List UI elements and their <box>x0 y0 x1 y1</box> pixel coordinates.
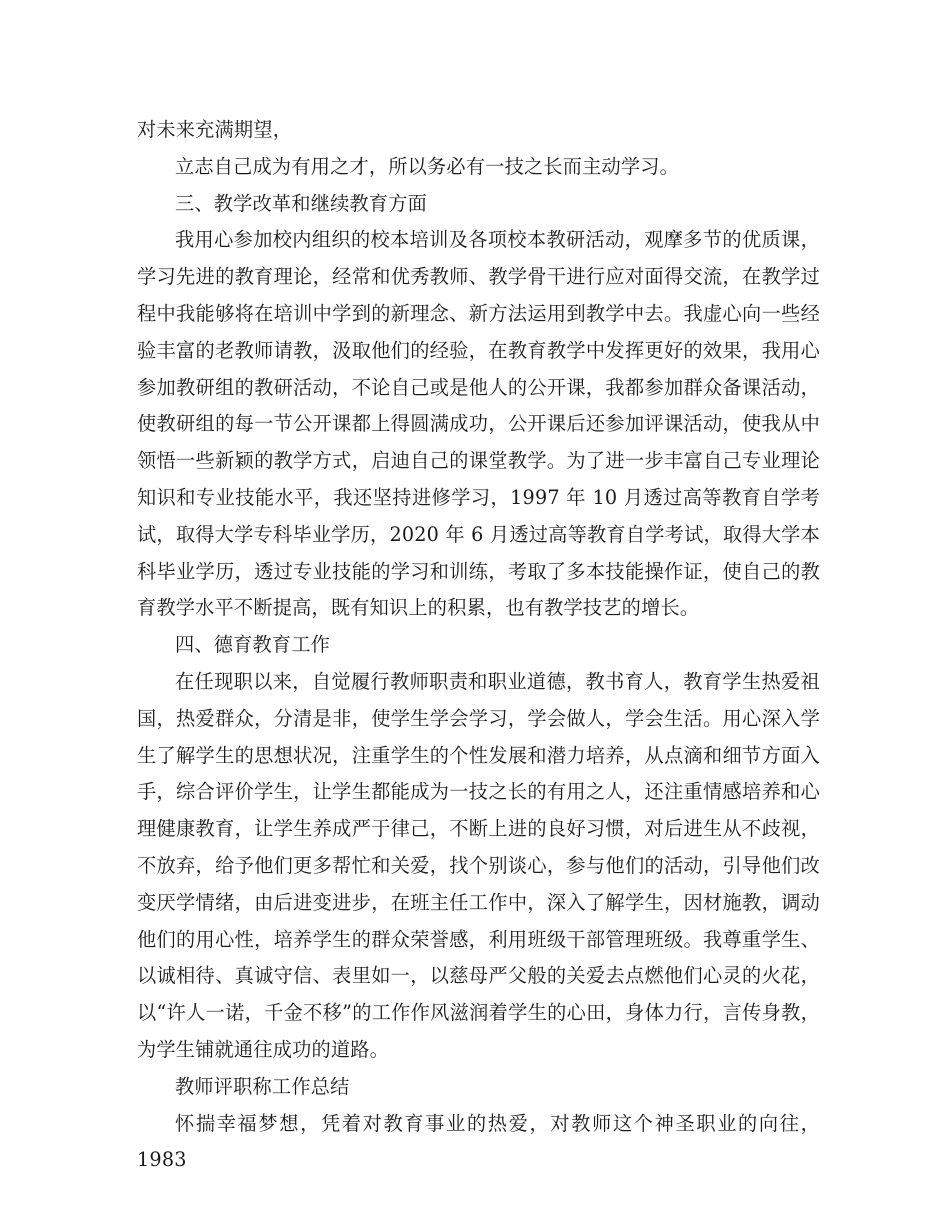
paragraph-teaching-reform: 我用心参加校内组织的校本培训及各项校本教研活动，观摩多节的优质课，学习先进的教育理论，经常和优秀教师、教学骨干进行应对面得交流，在教学过程中我能够将在培训中学到的新理念、新方法运用到教学中去。我虚心向一些经验丰富的老教师请教，汲取他们的经验，在教育教学中发挥更好的效果，我用心参加教研组的教研活动，不论自己或是他人的公开课，我都参加群众备课活动，使教研组的每一节公开课都上得圆满成功，公开课后还参加评课活动，使我从中领悟一些新颖的教学方式，启迪自己的课堂教学。为了进一步丰富自己专业理论知识和专业技能水平，我还坚持进修学习，1997 年 10 月透过高等教育自学考试，取得大学专科毕业学历，2020 年 6 月透过高等教育自学考试，取得大学本科毕业学历，透过专业技能的学习和训练，考取了多本技能操作证，使自己的教育教学水平不断提高，既有知识上的积累，也有教学技艺的增长。 <box>137 228 820 620</box>
section-heading-moral-education: 四、德育教育工作 <box>175 633 331 657</box>
paragraph-moral-education: 在任现职以来，自觉履行教师职责和职业道德，教书育人，教育学生热爱祖国，热爱群众，分清是非，使学生学会学习，学会做人，学会生活。用心深入学生了解学生的思想状况，注重学生的个性发展和潜力培养，从点滴和细节方面入手，综合评价学生，让学生都能成为一技之长的有用之人，还注重情感培养和心理健康教育，让学生养成严于律己，不断上进的良好习惯，对后进生从不歧视，不放弃，给予他们更多帮忙和关爱，找个别谈心，参与他们的活动，引导他们改变厌学情绪，由后进变进步，在班主任工作中，深入了解学生，因材施教，调动他们的用心性，培养学生的群众荣誉感，利用班级干部管理班级。我尊重学生、以诚相待、真诚守信、表里如一，以慈母严父般的关爱去点燃他们心灵的火花，以“许人一诺，千金不移”的工作作风滋润着学生的心田，身体力行，言传身教，为学生铺就通往成功的道路。 <box>137 669 820 1061</box>
paragraph-aspiration: 立志自己成为有用之才，所以务必有一技之长而主动学习。 <box>175 154 680 178</box>
paragraph-title-summary: 怀揣幸福梦想，凭着对教育事业的热爱，对教师这个神圣职业的向往，1983 <box>137 1111 820 1172</box>
paragraph-continuation: 对未来充满期望， <box>137 118 293 141</box>
section-heading-title-summary: 教师评职称工作总结 <box>175 1074 350 1098</box>
section-heading-teaching-reform: 三、教学改革和继续教育方面 <box>175 191 428 215</box>
